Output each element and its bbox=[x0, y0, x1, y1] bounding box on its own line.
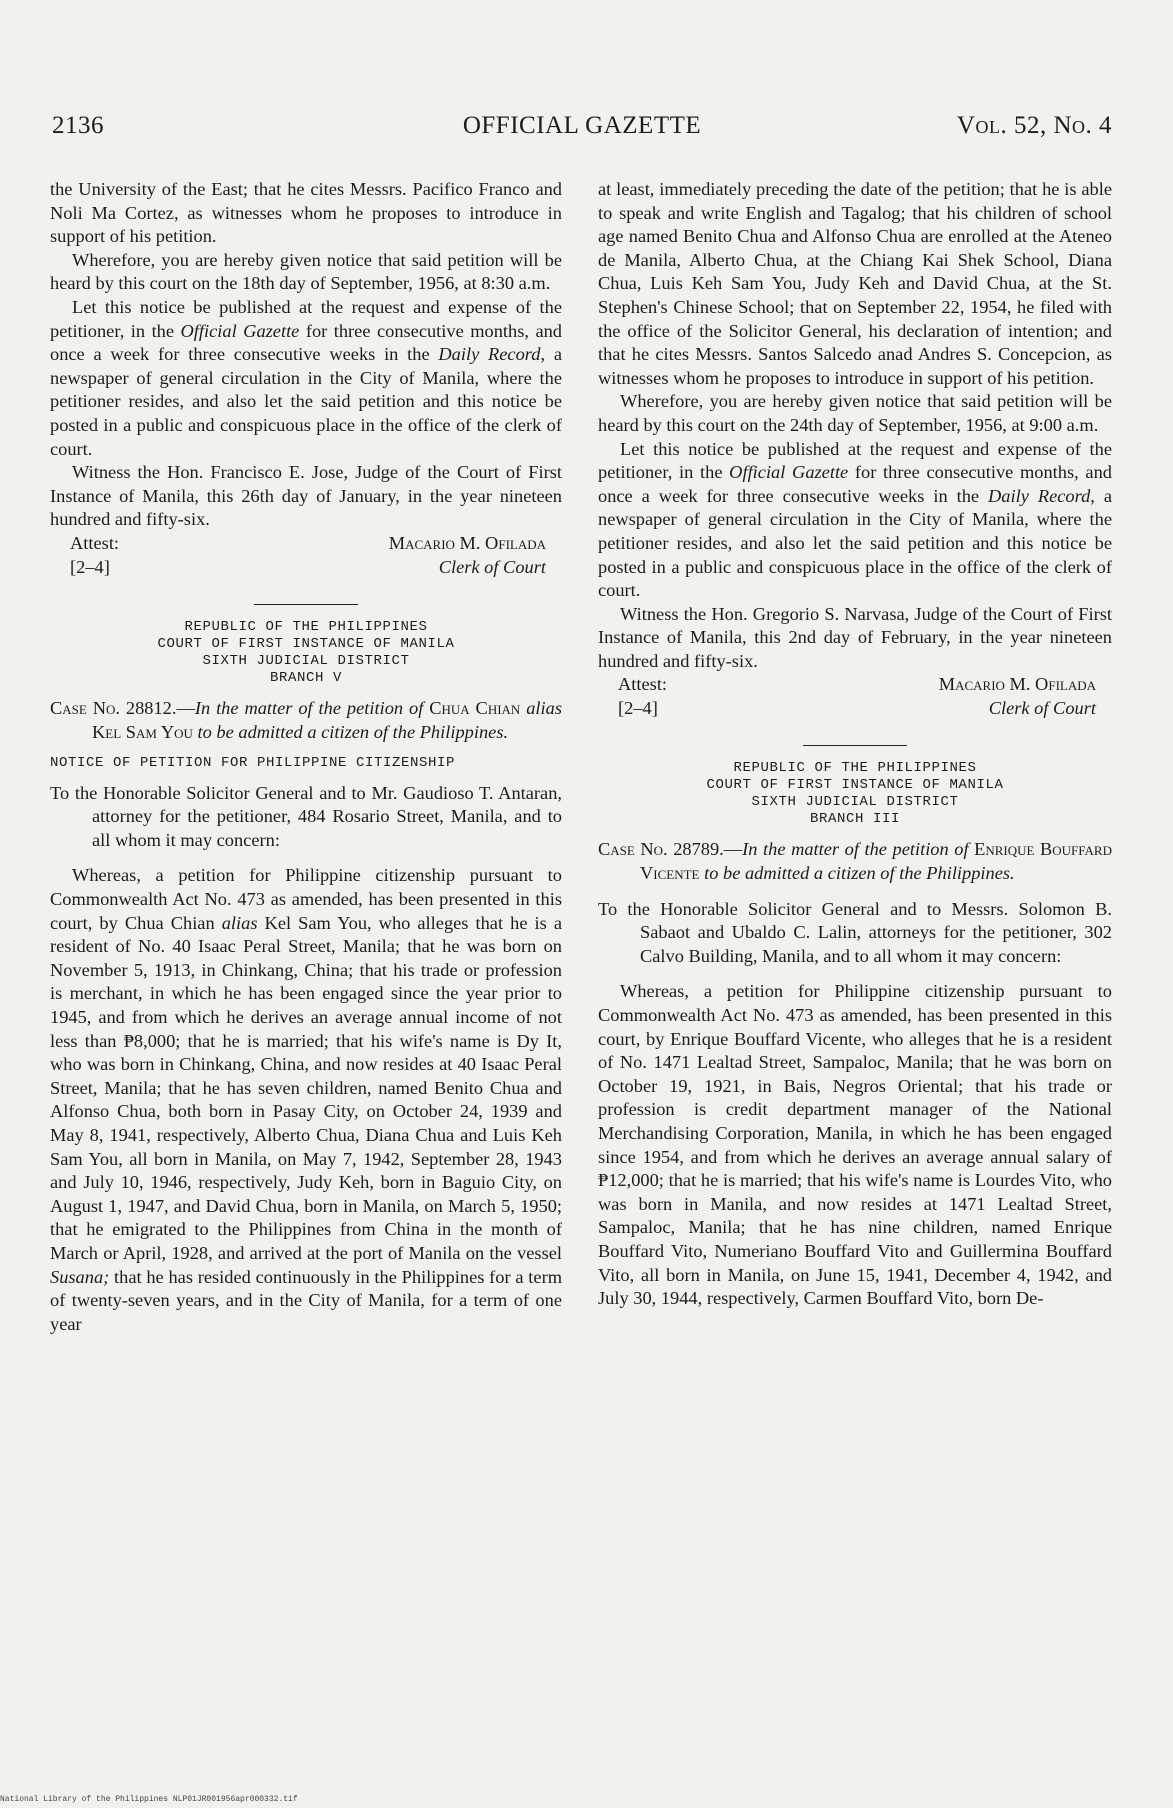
volume-number: Vol. 52, No. 4 bbox=[956, 112, 1112, 139]
notice-heading: NOTICE OF PETITION FOR PHILIPPINE CITIZENSHIP bbox=[50, 755, 456, 772]
paragraph: at least, immediately preceding the date of the petition; that he is able to speak and write English and Tagalog; that his children of school age named Benito Chua and Alfonso Chua are enrolled at the Ateneo de Manila, Alberto Chua, at the Chiang Kai Shek School, Diana Chua, Luis Keh Sam You, Judy Keh and David Chua, at the St. Stephen's Chinese School; that on September 22, 1954, he filed with the office of the Solicitor General, his declaration of intention; and that he cites Messrs. Santos Salcedo anad Andres S. Concepcion, as witnesses whom he proposes to introduce in support of his petition. bbox=[598, 179, 1112, 388]
attest-reference: [2–4] bbox=[618, 698, 658, 719]
paragraph: Whereas, a petition for Philippine citizenship pursuant to Commonwealth Act No. 473 as amended, has been presented in this court, by Chua Chian alias Kel Sam You, who alleges that he is a resident of No. 40 Isaac Peral Street, Manila; that he was born on November 5, 1913, in Chinkang, China; that his trade or profession is merchant, in which he has been engaged since the year prior to 1945, and from which he derives an average annual income of not less than ₱8,000; that he is married; that his wife's name is Dy It, who was born in Chinkang, China, and now resides at 40 Isaac Peral Street, Manila; that he has seven children, named Benito Chua and Alfonso Chua, both born in Pasay City, on October 24, 1939 and May 8, 1941, respectively, Alberto Chua, Diana Chua and Luis Keh Sam You, all born in Manila, on May 7, 1942, September 28, 1943 and July 10, 1946, respectively, Judy Keh, born in Baguio City, on August 1, 1947, and David Chua, born in Manila, on March 5, 1950; that he emigrated to the Philippines from China in the month of March or April, 1928, and arrived at the port of Manila on the vessel Susana; that he has resided continuously in the Philippines for a term of twenty-seven years, and in the City of Manila, for a term of one year bbox=[50, 865, 563, 1334]
attest-reference: [2–4] bbox=[70, 556, 110, 577]
court-heading: REPUBLIC OF THE PHILIPPINES COURT OF FIRST INSTANCE OF MANILA SIXTH JUDICIAL DISTRICT BRANCH V bbox=[157, 618, 455, 686]
paragraph: Witness the Hon. Francisco E. Jose, Judge of the Court of First Instance of Manila, this 26th day of January, in the year nineteen hundred and fifty-six. bbox=[50, 462, 562, 530]
paragraph: Witness the Hon. Gregorio S. Narvasa, Judge of the Court of First Instance of Manila, this 2nd day of February, in the year nineteen hundred and fifty-six. bbox=[598, 603, 1112, 671]
attest-label: Attest: bbox=[618, 674, 668, 695]
paragraph: Whereas, a petition for Philippine citizenship pursuant to Commonwealth Act No. 473 as amended, has been presented in this court, by Enrique Bouffard Vicente, who alleges that he is a resident of No. 1471 Lealtad Street, Sampaloc, Manila; that he was born on October 19, 1921, in Bais, Negros Oriental; that his trade or profession is credit department manager of the National Merchandising Corporation, Manila, in which he has been engaged since 1954, and from which he derives an average annual salary of ₱12,000; that he is married; that his wife's name is Lourdes Vito, who was born in Manila, and now resides at 1471 Lealtad Street, Sampaloc, Manila; that he has nine children, named Enrique Bouffard Vito, Numeriano Bouffard Vito and Guillermina Bouffard Vito, all born in Manila, on June 15, 1941, December 4, 1942, and July 30, 1944, respectively, Carmen Bouffard Vito, born De- bbox=[598, 981, 1112, 1309]
court-heading: REPUBLIC OF THE PHILIPPINES COURT OF FIRST INSTANCE OF MANILA SIXTH JUDICIAL DISTRICT BRANCH III bbox=[706, 760, 1004, 828]
case-title: Case No. 28812.—In the matter of the petition of Chua Chian alias Kel Sam You to be admitted a citizen of the Philippines. bbox=[50, 697, 562, 742]
scan-footer: National Library of the Philippines NLP01JR001956apr000332.tif bbox=[0, 1795, 298, 1804]
paragraph: Wherefore, you are hereby given notice that said petition will be heard by this court on the 18th day of September, 1956, at 8:30 a.m. bbox=[50, 249, 562, 294]
signatory: Macario M. Ofilada bbox=[388, 532, 546, 553]
attest-block bbox=[598, 673, 1112, 721]
attest-label: Attest: bbox=[70, 532, 120, 553]
signatory: Macario M. Ofilada bbox=[938, 674, 1096, 695]
paragraph: Wherefore, you are hereby given notice that said petition will be heard by this court on the 24th day of September, 1956, at 9:00 a.m. bbox=[598, 391, 1112, 435]
section-divider bbox=[803, 745, 907, 746]
attest-block bbox=[50, 532, 562, 580]
paragraph: the University of the East; that he cites Messrs. Pacifico Franco and Noli Ma Cortez, as witnesses whom he proposes to introduce in support of his petition. bbox=[50, 179, 562, 247]
paragraph: Let this notice be published at the request and expense of the petitioner, in the Official Gazette for three consecutive months, and once a week for three consecutive weeks in the Daily Record, a newspaper of general circulation in the City of Manila, where the petitioner resides, and also let the said petition and this notice be posted in a public and conspicuous place in the office of the clerk of court. bbox=[50, 296, 563, 459]
addressee: To the Honorable Solicitor General and to Mr. Gaudioso T. Antaran, attorney for the petitioner, 484 Rosario Street, Manila, and to all whom it may concern: bbox=[50, 782, 562, 850]
clerk-title: Clerk of Court bbox=[988, 698, 1096, 719]
clerk-title: Clerk of Court bbox=[438, 556, 546, 577]
left-column bbox=[50, 178, 562, 1336]
publication-title: OFFICIAL GAZETTE bbox=[462, 112, 702, 139]
right-column bbox=[598, 178, 1112, 1311]
page-header bbox=[52, 112, 1112, 152]
addressee: To the Honorable Solicitor General and to Messrs. Solomon B. Sabaot and Ubaldo C. Lalin, attorneys for the petitioner, 302 Calvo Building, Manila, and to all whom it may concern: bbox=[598, 898, 1112, 966]
page-number: 2136 bbox=[52, 112, 104, 139]
paragraph: Let this notice be published at the request and expense of the petitioner, in the Official Gazette for three consecutive months, and once a week for three consecutive weeks in the Daily Record, a newspaper of general circulation in the City of Manila, where the petitioner resides, and also let the said petition and this notice be posted in a public and conspicuous place in the office of the clerk of court. bbox=[598, 438, 1112, 601]
section-divider bbox=[254, 604, 358, 605]
case-title: Case No. 28789.—In the matter of the petition of Enrique Bouffard Vicente to be admitted a citizen of the Philippines. bbox=[598, 839, 1112, 884]
